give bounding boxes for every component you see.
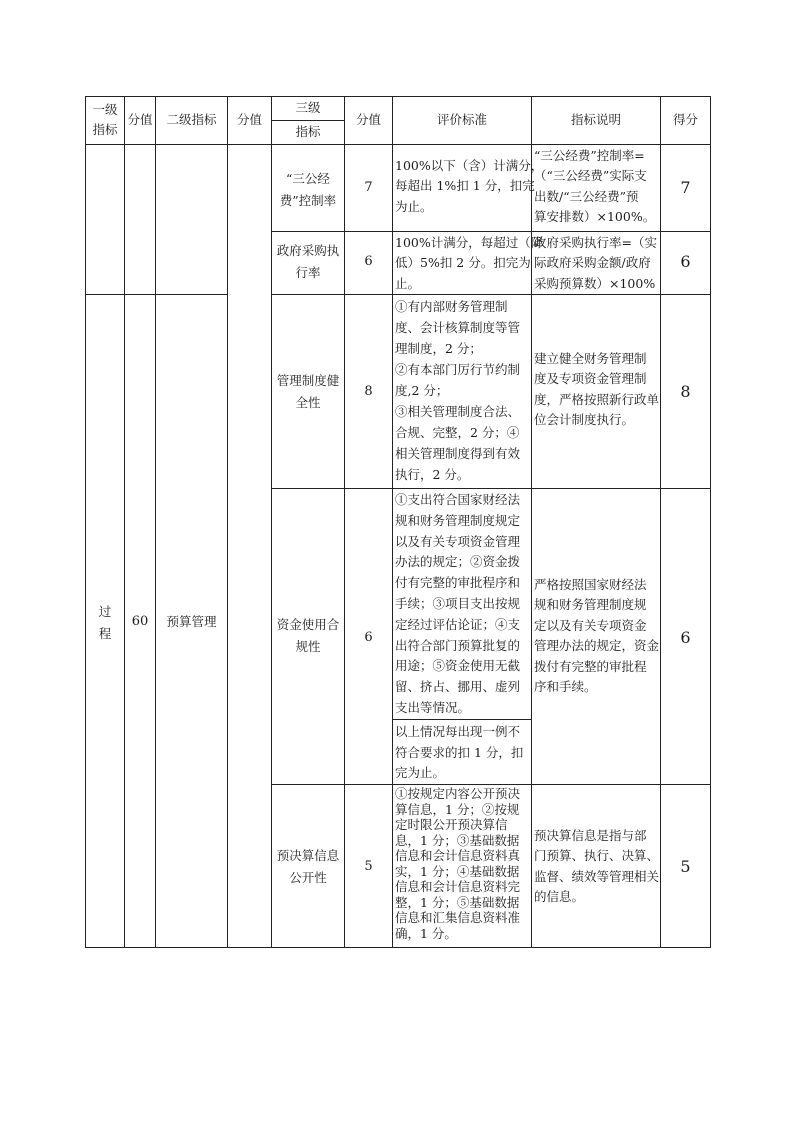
row-2-indicator	[272, 240, 344, 284]
explanation-line: 位会计制度执行。	[534, 412, 635, 428]
row-4-result: 6	[680, 628, 691, 647]
explanation-line: 严格按照国家财经法	[534, 577, 647, 592]
indicator-line: 行率	[295, 265, 321, 280]
row-5-explanation	[534, 826, 659, 908]
row-2-criteria	[395, 233, 543, 294]
explanation-line: 建立健全财务管理制	[534, 351, 647, 366]
criteria-line: 信息和会计信息资料真	[395, 848, 521, 863]
row-4-criteria-extra	[395, 722, 523, 784]
header-criteria: 评价标准	[436, 112, 487, 127]
explanation-line: 序和手续。	[534, 679, 597, 695]
header-level1-line2: 指标	[92, 122, 118, 137]
indicator-line: 费”控制率	[279, 193, 337, 208]
group-level1-line1: 过	[98, 604, 112, 619]
explanation-line: 的信息。	[534, 889, 585, 905]
row-3-explanation	[534, 349, 659, 431]
row-5-criteria	[395, 786, 520, 941]
criteria-line: 出符合部门预算批复的	[395, 637, 521, 653]
header-score3: 分值	[355, 112, 381, 127]
criteria-line: 留、挤占、挪用、虚列	[395, 679, 521, 695]
header-score2: 分值	[236, 112, 262, 127]
row-1-criteria	[395, 156, 543, 217]
header-score1: 分值	[127, 112, 153, 127]
explanation-line: 定以及有关专项资金	[534, 617, 647, 633]
criteria-line: 止。	[395, 275, 421, 291]
criteria-line: 以上情况每出现一例不	[395, 724, 521, 739]
criteria-line: 息，1 分；③基础数据	[395, 832, 520, 848]
criteria-line: 相关管理制度得到有效	[395, 446, 521, 461]
indicator-line: 管理制度健	[276, 373, 340, 388]
row-5-indicator	[272, 845, 344, 889]
group-level2: 预算管理	[166, 614, 217, 629]
criteria-line: 低）5%扣 2 分。扣完为	[395, 255, 531, 271]
indicator-line: “三公经	[286, 171, 330, 186]
explanation-line: 际政府采购金额/政府	[534, 255, 651, 271]
header-level3-line1: 三级	[295, 100, 321, 115]
explanation-line: “三公经费”控制率=	[534, 148, 645, 163]
row-2-result: 6	[680, 252, 691, 271]
explanation-line: 政府采购执行率=（实	[534, 235, 657, 250]
explanation-line: 度及专项资金管理制	[534, 371, 647, 387]
criteria-line: 信息和汇集信息资料准	[395, 910, 521, 925]
row-4-score: 6	[364, 630, 373, 645]
explanation-line: 采购预算数）×100%	[534, 275, 656, 291]
header-level2: 二级指标	[166, 112, 217, 127]
criteria-line: 执行，2 分。	[395, 467, 470, 482]
row-4-indicator	[272, 614, 344, 658]
header-level1-line1: 一级	[92, 102, 118, 117]
criteria-line: ①有内部财务管理制	[395, 299, 508, 314]
header-result: 得分	[672, 112, 698, 127]
explanation-line: 出数/“三公经费”预	[534, 188, 639, 204]
indicator-line: 全性	[295, 395, 321, 410]
row-1-explanation	[534, 146, 655, 228]
row-3-result: 8	[680, 382, 691, 401]
indicator-line: 预决算信息	[276, 848, 340, 863]
indicator-line: 公开性	[289, 870, 327, 885]
criteria-line: 完为止。	[395, 765, 446, 780]
criteria-line: 算信息，1 分；②按规	[395, 801, 520, 817]
criteria-line: 每超出 1%扣 1 分，扣完	[395, 178, 535, 194]
explanation-line: （“三公经费”实际支	[534, 168, 647, 184]
group-level1-line2: 程	[98, 626, 112, 641]
row-2-explanation	[534, 233, 657, 294]
explanation-line: 度，严格按照新行政单	[534, 391, 660, 407]
explanation-line: 规和财务管理制度规	[534, 597, 647, 613]
criteria-line: 度,2 分；	[395, 383, 449, 398]
group-score1: 60	[131, 614, 149, 629]
explanation-line: 预决算信息是指与部	[534, 828, 647, 843]
row-5-score: 5	[364, 859, 373, 874]
explanation-line: 门预算、执行、决算、	[534, 848, 660, 864]
criteria-line: ②有本部门厉行节约制	[395, 362, 521, 377]
criteria-line: 符合要求的扣 1 分，扣	[395, 744, 524, 760]
criteria-line: 付有完整的审批程序和	[395, 575, 521, 591]
criteria-line: 用途；⑤资金使用无截	[395, 658, 521, 674]
row-1-score: 7	[364, 180, 373, 195]
criteria-line: 确，1 分。	[395, 925, 457, 941]
row-4-explanation	[534, 575, 659, 697]
criteria-line: 规和财务管理制度规定	[395, 512, 521, 528]
row-3-score: 8	[364, 384, 373, 399]
indicator-line: 资金使用合	[276, 617, 340, 632]
criteria-line: 信息和会计信息资料完	[395, 879, 521, 894]
header-level3-line2: 指标	[295, 124, 321, 139]
criteria-line: 整，1 分；⑤基础数据	[395, 894, 520, 910]
row-1-indicator	[272, 168, 344, 212]
row-5-result: 5	[680, 857, 691, 876]
criteria-line: 100%以下（含）计满分，	[395, 158, 544, 173]
row-3-criteria	[395, 296, 520, 485]
criteria-line: ①按规定内容公开预决	[395, 786, 521, 801]
explanation-line: 拨付有完整的审批程	[534, 658, 647, 674]
explanation-line: 管理办法的规定，资金	[534, 638, 660, 654]
row-3-indicator	[272, 370, 344, 414]
explanation-line: 监督、绩效等管理相关	[534, 868, 660, 884]
criteria-line: 实，1 分；④基础数据	[395, 863, 520, 879]
criteria-line: 定时限公开预决算信	[395, 817, 508, 832]
criteria-line: 为止。	[395, 198, 433, 214]
indicator-line: 政府采购执	[276, 243, 340, 258]
criteria-line: 度、会计核算制度等管	[395, 320, 521, 335]
criteria-line: 手续；③项目支出按规	[395, 595, 521, 611]
header-explanation: 指标说明	[570, 112, 621, 127]
explanation-line: 算安排数）×100%。	[534, 209, 656, 225]
criteria-line: 支出等情况。	[395, 699, 471, 715]
criteria-line: ③相关管理制度合法、	[395, 404, 521, 419]
row-1-result: 7	[680, 178, 691, 197]
criteria-line: 办法的规定；②资金拨	[395, 554, 521, 570]
criteria-line: 合规、完整，2 分；④	[395, 425, 520, 440]
row-2-score: 6	[364, 254, 373, 269]
criteria-line: 以及有关专项资金管理	[395, 533, 521, 549]
criteria-line: 定经过评估论证；④支	[395, 616, 521, 632]
indicator-line: 规性	[295, 639, 321, 654]
row-4-criteria	[395, 490, 520, 719]
criteria-line: 100%计满分，每超过（降	[395, 235, 544, 250]
criteria-line: ①支出符合国家财经法	[395, 492, 521, 507]
criteria-line: 理制度，2 分；	[395, 341, 482, 356]
